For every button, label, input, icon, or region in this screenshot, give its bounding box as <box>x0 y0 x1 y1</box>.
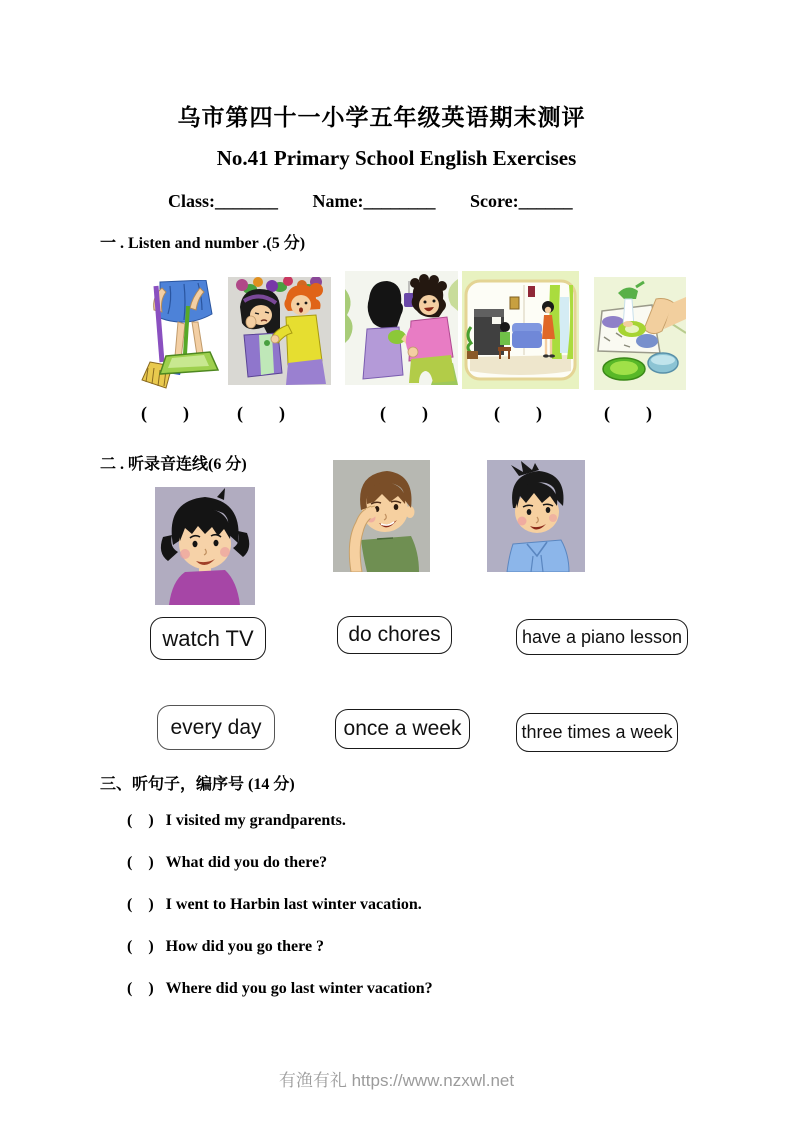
watch-tv-box: watch TV <box>150 617 266 660</box>
answer-blank: ( ) <box>127 854 154 871</box>
do-chores-box: do chores <box>337 616 452 654</box>
holding-hands-image <box>345 271 458 385</box>
portrait-girl-image <box>155 487 255 605</box>
portrait-boy-green-image <box>333 460 430 572</box>
section3-heading: 三、听句子，编序号 (14 分) <box>100 776 295 793</box>
every-day-box: every day <box>157 705 275 750</box>
question-text: I visited my grandparents. <box>165 812 346 829</box>
exam-title: 乌市第四十一小学五年级英语期末测评 <box>177 104 586 130</box>
question-row-3 <box>127 896 422 914</box>
answer-blank-3: ( ) <box>380 403 428 423</box>
answer-blank-2: ( ) <box>237 403 285 423</box>
question-row-5 <box>127 980 433 998</box>
once-a-week-box: once a week <box>335 709 470 749</box>
section1-heading: 一 . Listen and number .(5 分) <box>100 235 306 252</box>
answer-blank: ( ) <box>127 980 154 997</box>
piano-lesson-box: have a piano lesson <box>516 619 688 655</box>
question-text: How did you go there ? <box>165 938 325 955</box>
toothache-comfort-image <box>228 277 331 385</box>
sweep-floor-image <box>140 280 225 392</box>
answer-blank: ( ) <box>127 938 154 955</box>
name-field: Name:________ <box>312 191 436 211</box>
section2-heading: 二 . 听录音连线(6 分) <box>100 456 247 473</box>
exam-subtitle: No.41 Primary School English Exercises <box>216 146 577 170</box>
answer-blank: ( ) <box>127 812 154 829</box>
question-row-1 <box>127 812 346 830</box>
portrait-boy-blue-image <box>487 460 585 572</box>
three-times-a-week-box: three times a week <box>516 713 678 752</box>
class-field: Class:_______ <box>168 191 279 211</box>
footer-watermark: 有渔有礼 https://www.nzxwl.net <box>278 1071 515 1090</box>
question-text: I went to Harbin last winter vacation. <box>165 896 422 913</box>
wash-dishes-image <box>594 277 686 390</box>
question-text: Where did you go last winter vacation? <box>165 980 433 997</box>
answer-blank-4: ( ) <box>494 403 542 423</box>
answer-blank: ( ) <box>127 896 154 913</box>
piano-living-room-image <box>462 271 579 389</box>
answer-blank-1: ( ) <box>141 403 189 423</box>
question-row-2 <box>127 854 327 872</box>
student-info-line <box>168 191 603 212</box>
question-text: What did you do there? <box>165 854 328 871</box>
question-row-4 <box>127 938 324 956</box>
answer-blank-5: ( ) <box>604 403 652 423</box>
score-field: Score:______ <box>470 191 573 211</box>
